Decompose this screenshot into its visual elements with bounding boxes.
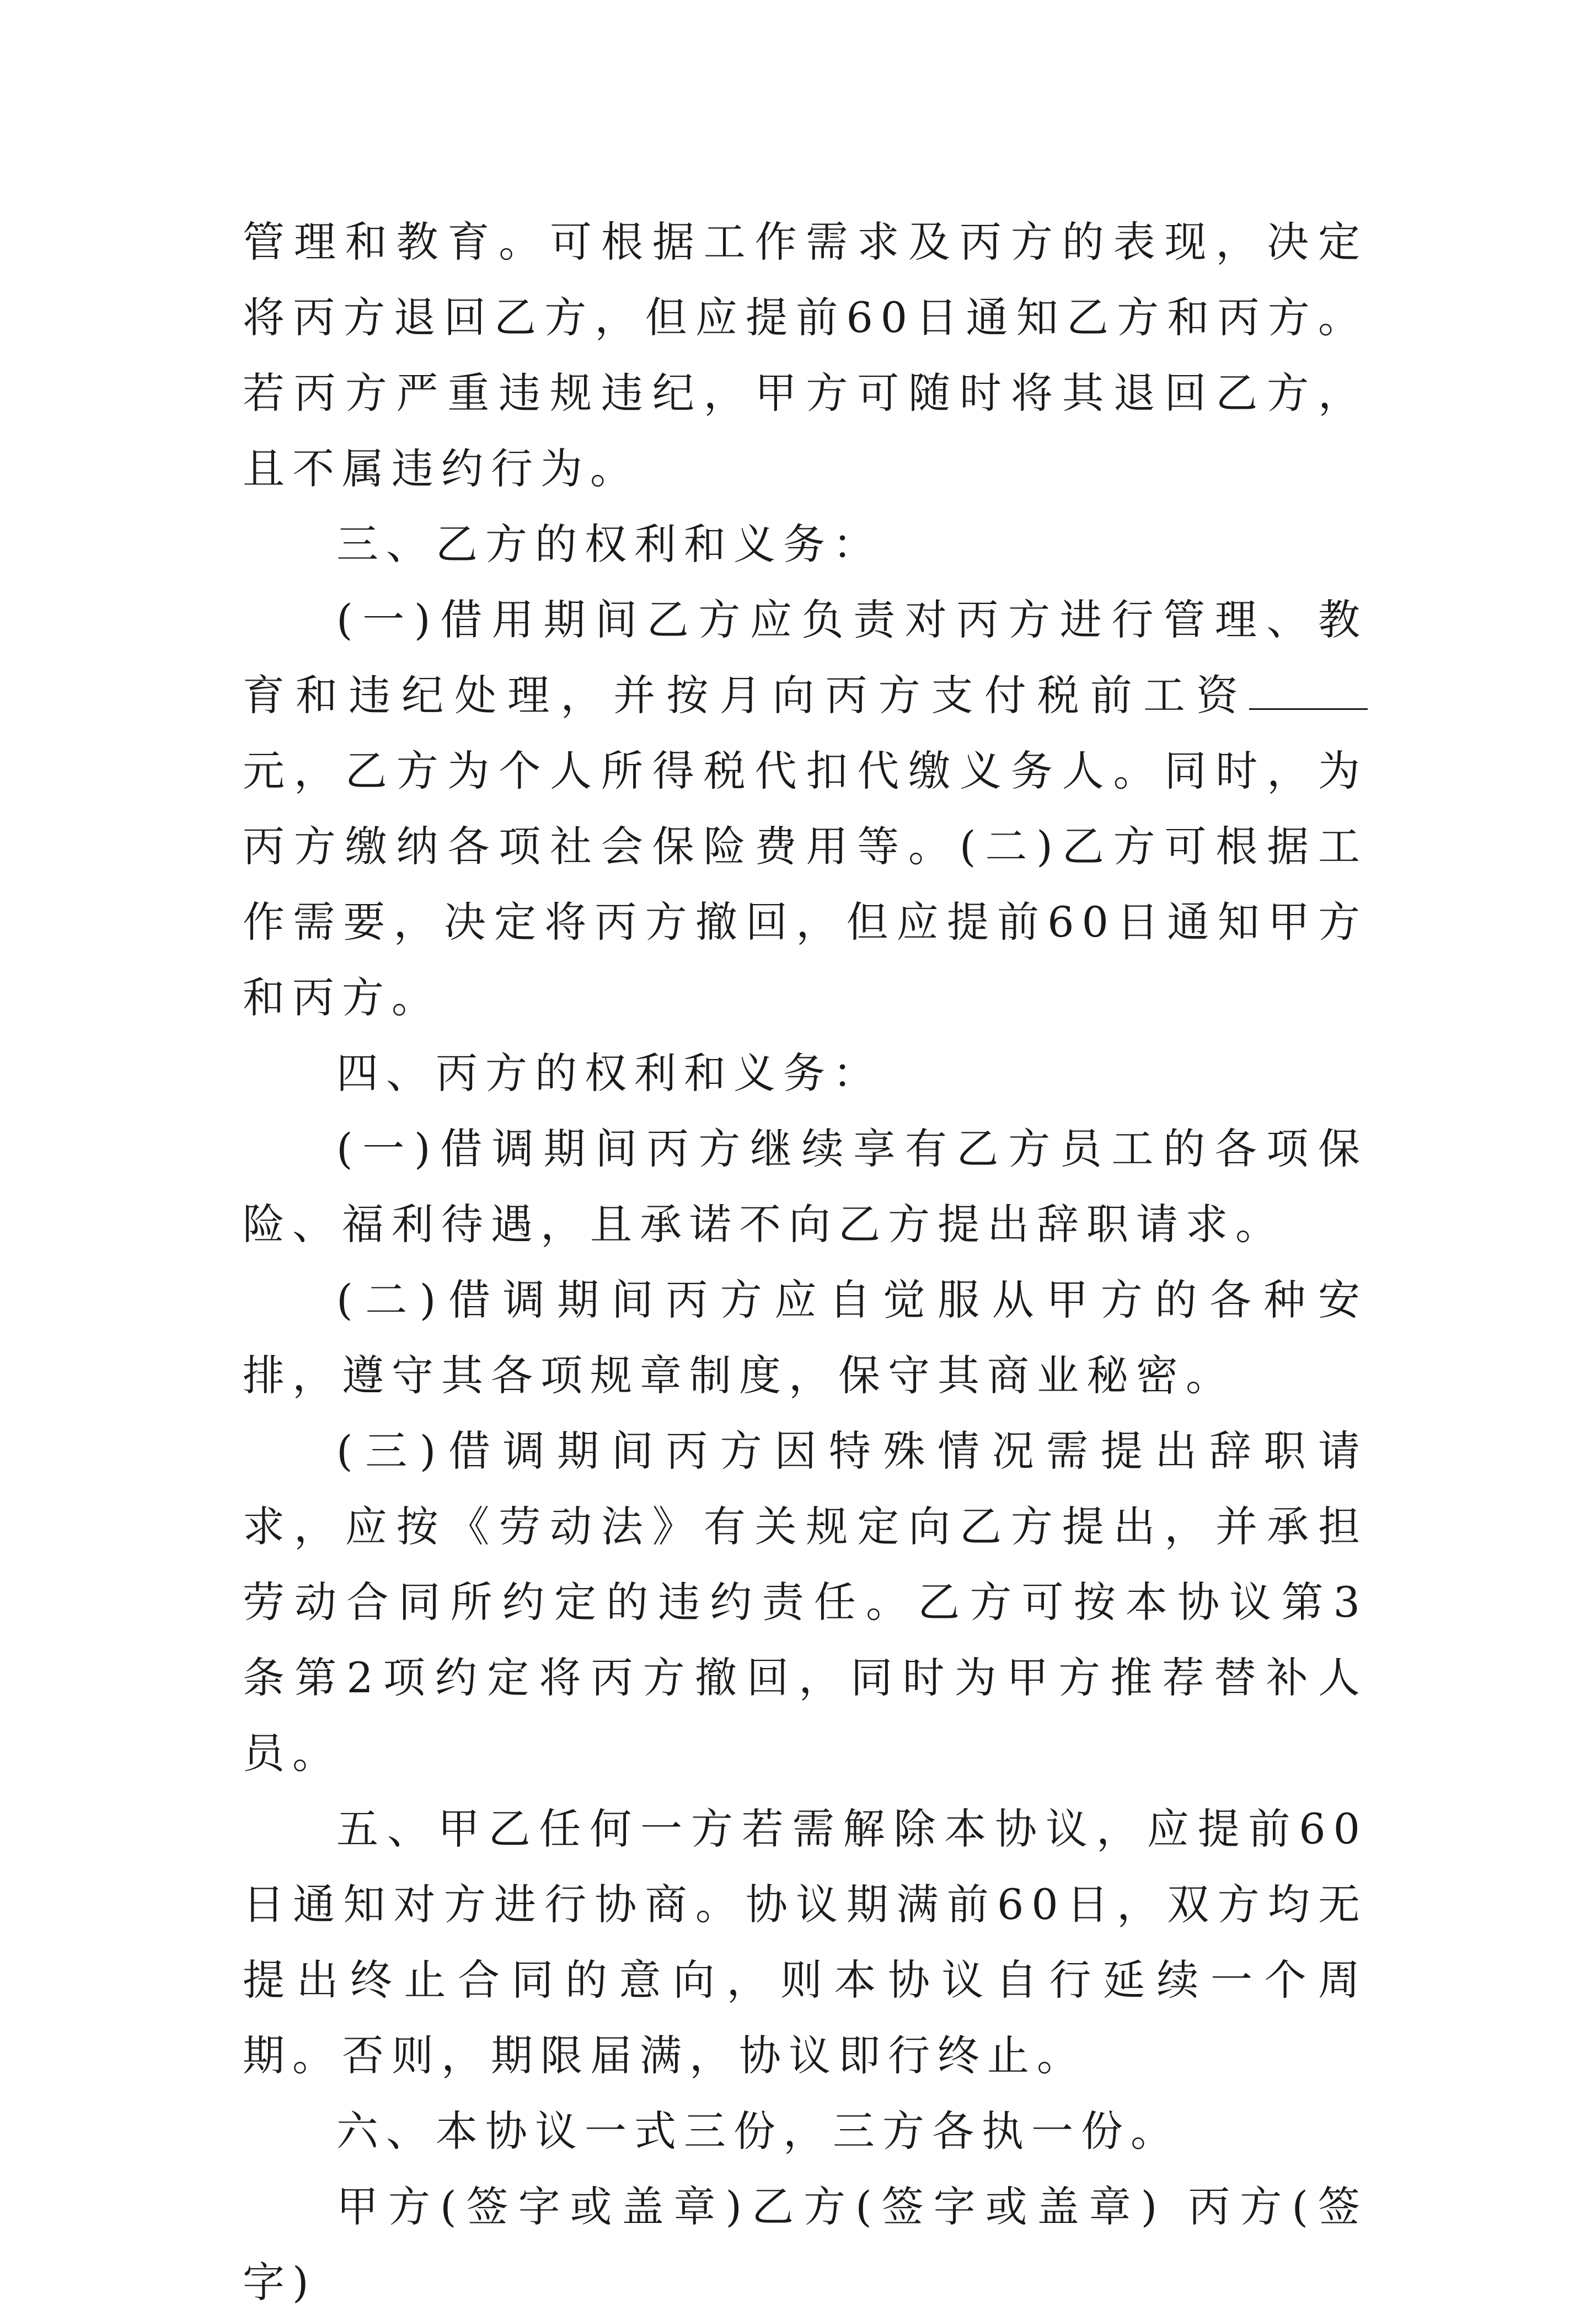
document-body [243,204,1368,2320]
paragraph-termination: 五、甲乙任何一方若需解除本协议，应提前60日通知对方进行协商。协议期满前60日，双方均无提出终止合同的意向，则本协议自行延续一个周期。否则，期限届满，协议即行终止。 [243,1804,1368,2080]
paragraph-continued: 管理和教育。可根据工作需求及丙方的表现，决定将丙方退回乙方，但应提前60日通知乙方和丙方。若丙方严重违规违纪，甲方可随时将其退回乙方，且不属违约行为。 [243,217,1368,493]
salary-blank-line [1249,675,1368,710]
paragraph-party-c-item-2: (二)借调期间丙方应自觉服从甲方的各种安排，遵守其各项规章制度，保守其商业秘密。 [243,1275,1368,1400]
signature-party-c: 丙方(签字) [243,2182,1368,2307]
paragraph-copies: 六、本协议一式三份，三方各执一份。 [336,2107,1180,2156]
signature-party-b: 乙方(签字或盖章) [749,2182,1165,2231]
section-heading-party-b-rights: 三、乙方的权利和义务： [336,520,882,569]
signature-line [243,2169,1368,2320]
signature-party-a: 甲方(签字或盖章) [336,2182,750,2231]
paragraph-party-b-duties [243,582,1368,1035]
paragraph-text-before-blank: (一)借用期间乙方应负责对丙方进行管理、教育和违纪处理，并按月向丙方支付税前工资 [243,595,1368,720]
paragraph-party-c-item-1: (一)借调期间丙方继续享有乙方员工的各项保险、福利待遇，且承诺不向乙方提出辞职请求。 [243,1124,1368,1249]
section-heading-party-c-rights: 四、丙方的权利和义务： [336,1049,882,1098]
paragraph-text-after-blank: 元，乙方为个人所得税代扣代缴义务人。同时，为丙方缴纳各项社会保险费用等。(二)乙方可根据工作需要，决定将丙方撤回，但应提前60日通知甲方和丙方。 [243,746,1368,1022]
paragraph-party-c-item-3: (三)借调期间丙方因特殊情况需提出辞职请求，应按《劳动法》有关规定向乙方提出，并承担劳动合同所约定的违约责任。乙方可按本协议第3条第2项约定将丙方撤回，同时为甲方推荐替补人员。 [243,1426,1368,1778]
